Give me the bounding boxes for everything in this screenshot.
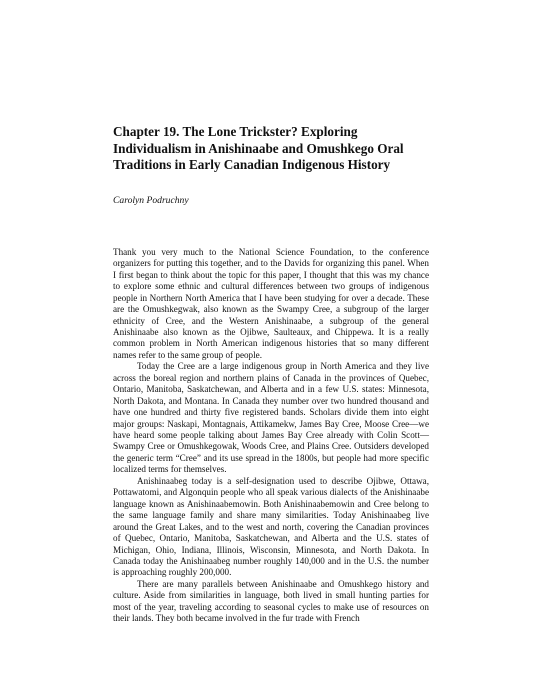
chapter-title: Chapter 19. The Lone Trickster? Exploring Individualism in Anishinaabe and Omushkego Oral Traditions in Early Canadian Indigenous History: [113, 124, 404, 173]
paragraph: Today the Cree are a large indigenous group in North America and they live across the boreal region and northern plains of Canada in the provinces of Quebec, Ontario, Manitoba, Saskatchewan, and Alberta and in a few U.S. states: Minnesota, North Dakota, and Montana. In Canada they number over two hundred thousand and have one hundred and thirty five registered bands. Scholars divide them into eight major groups: Naskapi, Montagnais, Attikamekw, James Bay Cree, Moose Cree—we have heard some people talking about James Bay Cree already with Colin Scott—Swampy Cree or Omushkegowak, Woods Cree, and Plains Cree. Outsiders developed the generic term “Cree” and its use spread in the 1800s, but people had more specific localized terms for themselves.: [113, 361, 429, 475]
paragraph: Anishinaabeg today is a self-designation used to describe Ojibwe, Ottawa, Pottawatomi, and Algonquin people who all speak various dialects of the Anishinaabe language known as Anishinaabemowin. Both Anishinaabemowin and Cree belong to the same language family and share many similarities. Today Anishinaabeg live around the Great Lakes, and to the west and north, covering the Canadian provinces of Quebec, Ontario, Manitoba, Saskatchewan, and Alberta and the U.S. states of Michigan, Ohio, Indiana, Illinois, Wisconsin, Minnesota, and North Dakota. In Canada today the Anishinaabeg number roughly 140,000 and in the U.S. the number is approaching roughly 200,000.: [113, 475, 429, 578]
body-text: [113, 247, 429, 625]
author-name: Carolyn Podruchny: [113, 194, 189, 206]
page-content: [113, 124, 429, 625]
paragraph: There are many parallels between Anishinaabe and Omushkego history and culture. Aside from similarities in language, both lived in small hunting parties for most of the year, traveling according to seasonal cycles to make use of resources on their lands. They both became involved in the fur trade with French: [113, 578, 429, 624]
paragraph: Thank you very much to the National Science Foundation, to the conference organizers for putting this together, and to the Davids for organizing this panel. When I first began to think about the topic for this paper, I thought that this was my chance to explore some ethnic and cultural differences between two groups of indigenous people in Northern North America that I have been studying for over a decade. These are the Omushkegwak, also known as the Swampy Cree, a subgroup of the larger ethnicity of Cree, and the Western Anishinaabe, a subgroup of the general Anishinaabe also known as the Ojibwe, Saulteaux, and Chippewa. It is a really common problem in North American indigenous histories that so many different names refer to the same group of people.: [113, 246, 429, 360]
